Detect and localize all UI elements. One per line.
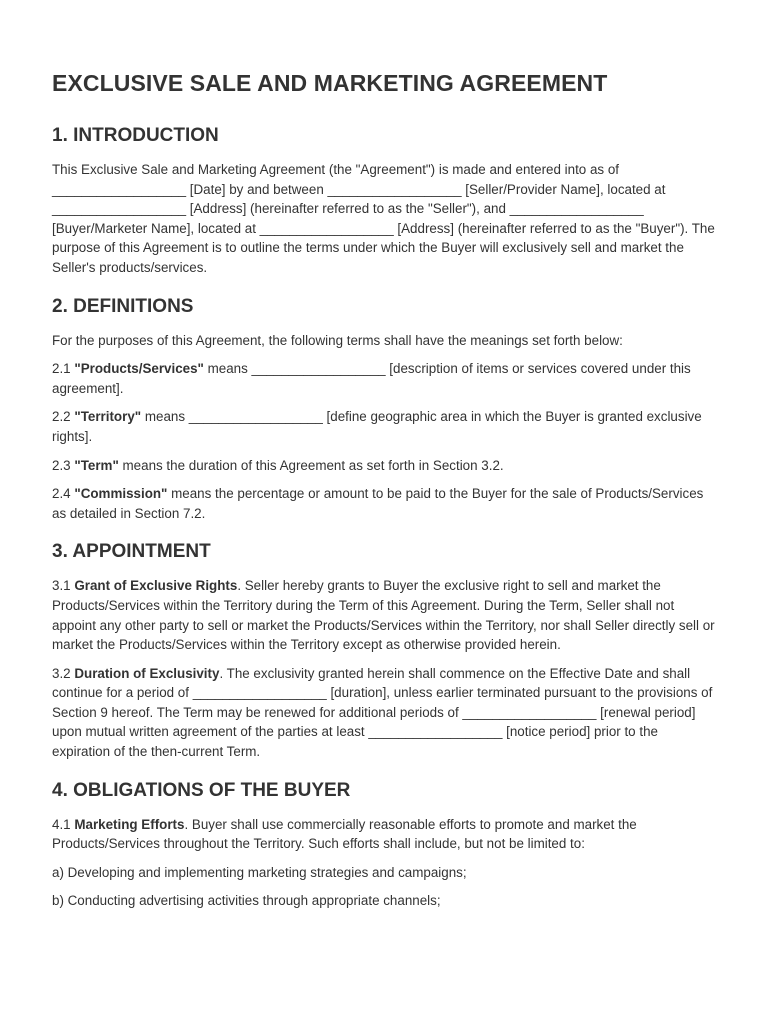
clause-number: 4.1 <box>52 816 75 832</box>
section-introduction <box>52 125 718 278</box>
defined-term: "Commission" <box>74 486 168 502</box>
defined-term: "Products/Services" <box>74 361 204 377</box>
clause-text: . Seller hereby grants to Buyer the exclusive right to sell and market the Products/Services within the Territory during the Term of this Agreement. During the Term, Seller shall not appoint any other party to sell or market the Products/Services within the Territory, nor shall Seller directly sell or market the Products/Services within the Territory except as otherwise provided herein. <box>52 578 715 653</box>
section-heading-appointment: 3. APPOINTMENT <box>52 541 211 563</box>
defined-term: "Territory" <box>74 409 142 425</box>
section-heading-introduction: 1. INTRODUCTION <box>52 125 219 146</box>
clause-number: 3.2 <box>52 665 75 681</box>
document-title: EXCLUSIVE SALE AND MARKETING AGREEMENT <box>52 70 608 96</box>
clause-marketing-efforts <box>52 815 718 854</box>
clause-title: Marketing Efforts <box>74 816 185 832</box>
section-appointment <box>52 541 718 761</box>
clause-number: 2.4 <box>52 486 75 502</box>
clause-number: 2.3 <box>52 457 75 473</box>
clause-grant-of-exclusive-rights <box>52 576 718 654</box>
defined-term: "Term" <box>74 457 119 473</box>
list-item-a: a) Developing and implementing marketing strategies and campaigns; <box>52 864 467 880</box>
definition-text: means __________________ [define geographic area in which the Buyer is granted exclusive rights]. <box>52 409 702 444</box>
section-heading-obligations: 4. OBLIGATIONS OF THE BUYER <box>52 779 351 801</box>
clause-number: 3.1 <box>52 578 75 594</box>
list-item-b: b) Conducting advertising activities through appropriate channels; <box>52 893 441 909</box>
definition-products-services <box>52 359 718 398</box>
definition-text: means the duration of this Agreement as set forth in Section 3.2. <box>118 457 504 473</box>
section-heading-definitions: 2. DEFINITIONS <box>52 295 194 317</box>
section-obligations-of-buyer <box>52 780 718 911</box>
clause-text: . Buyer shall use commercially reasonable efforts to promote and market the Products/Services throughout the Territory. Such efforts shall include, but not be limited to: <box>52 816 637 852</box>
definition-term <box>52 456 718 476</box>
definition-commission <box>52 484 718 523</box>
clause-number: 2.2 <box>52 409 75 425</box>
clause-duration-of-exclusivity <box>52 664 718 762</box>
clause-title: Grant of Exclusive Rights <box>74 578 238 594</box>
section-definitions <box>52 296 718 524</box>
definitions-lead-paragraph: For the purposes of this Agreement, the following terms shall have the meanings set forth below: <box>52 332 623 348</box>
definition-text: means __________________ [description of items or services covered under this agreement]. <box>52 361 691 396</box>
clause-number: 2.1 <box>52 361 75 377</box>
definition-territory <box>52 407 718 446</box>
definition-text: means the percentage or amount to be paid to the Buyer for the sale of Products/Services as detailed in Section 7.2. <box>52 486 704 521</box>
clause-title: Duration of Exclusivity <box>74 665 220 681</box>
introduction-paragraph: This Exclusive Sale and Marketing Agreement (the "Agreement") is made and entered into as of __________________ [Date] by and between __________________ [Seller/Provider Name], located at __________________ [Address] (hereinafter referred to as the "Seller"), and __________________ [Buyer/Marketer Name], located at __________________ [Address] (hereinafter referred to as the "Buyer"). The purpose of this Agreement is to outline the terms under which the Buyer will exclusively sell and market the Seller's products/services. <box>52 162 715 275</box>
clause-text: . The exclusivity granted herein shall commence on the Effective Date and shall continue for a period of __________________ [duration], unless earlier terminated pursuant to the provisions of Section 9 hereof. The Term may be renewed for additional periods of __________________ [renewal period] upon mutual written agreement of the parties at least __________________ [notice period] prior to the expiration of the then-current Term. <box>52 665 713 760</box>
